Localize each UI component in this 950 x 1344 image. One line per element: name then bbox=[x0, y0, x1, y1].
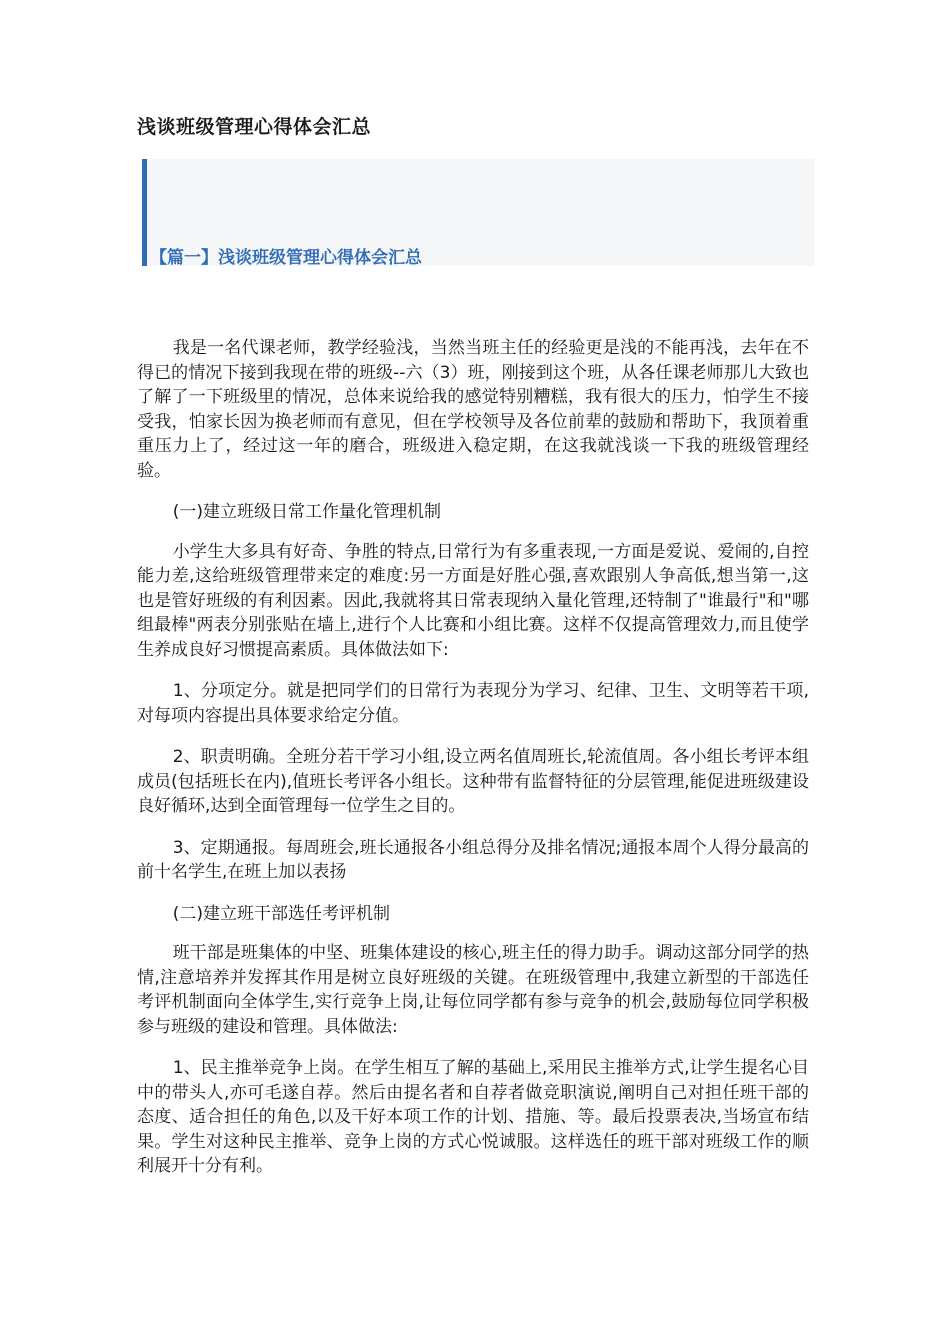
paragraph-item-duties: 2、职责明确。全班分若干学习小组,设立两名值周班长,轮流值周。各小组长考评本组成员(包括班长在内),值班长考评各小组长。这种带有监督特征的分层管理,能促进班级建设良好循环,达到全面管理每一位学生之目的。 bbox=[137, 747, 809, 816]
paragraph-intro: 我是一名代课老师，教学经验浅，当然当班主任的经验更是浅的不能再浅，去年在不得已的情况下接到我现在带的班级--六（3）班，刚接到这个班，从各任课老师那儿大致也了解了一下班级里的情况，总体来说给我的感觉特别糟糕，我有很大的压力，怕学生不接受我，怕家长因为换老师而有意见，但在学校领导及各位前辈的鼓励和帮助下，我顶着重重压力上了，经过这一年的磨合，班级进入稳定期，在这我就浅谈一下我的班级管理经验。 bbox=[137, 338, 809, 481]
section-heading: 【篇一】浅谈班级管理心得体会汇总 bbox=[150, 248, 422, 268]
page-title: 浅谈班级管理心得体会汇总 bbox=[137, 116, 372, 138]
document-body bbox=[137, 336, 809, 1196]
subheading-quantified-management: (一)建立班级日常工作量化管理机制 bbox=[172, 502, 441, 522]
subheading-cadre-selection: (二)建立班干部选任考评机制 bbox=[172, 903, 390, 924]
paragraph-quantified-management: 小学生大多具有好奇、争胜的特点,日常行为有多重表现,一方面是爱说、爱闹的,自控能力差,这给班级管理带来定的难度:另一方面是好胜心强,喜欢跟别人争高低,想当第一,这也是管好班级的有利因素。因此,我就将其日常表现纳入量化管理,还特制了"谁最行"和"哪组最棒"两表分别张贴在墙上,进行个人比赛和小组比赛。这样不仅提高管理效力,而且使学生养成良好习惯提高素质。具体做法如下: bbox=[137, 541, 809, 660]
section-heading-box bbox=[142, 159, 814, 266]
paragraph-item-scoring: 1、分项定分。就是把同学们的日常行为表现分为学习、纪律、卫生、文明等若干项,对每项内容提出具体要求给定分值。 bbox=[137, 681, 809, 726]
paragraph-item-election: 1、民主推举竞争上岗。在学生相互了解的基础上,采用民主推举方式,让学生提名心目中的带头人,亦可毛遂自荐。然后由提名者和自荐者做竞职演说,阐明自己对担任班干部的态度、适合担任的角色,以及干好本项工作的计划、措施、等。最后投票表决,当场宣布结果。学生对这种民主推举、竞争上岗的方式心悦诚服。这样选任的班干部对班级工作的顺利展开十分有利。 bbox=[137, 1058, 809, 1176]
paragraph-cadre-selection: 班干部是班集体的中坚、班集体建设的核心,班主任的得力助手。调动这部分同学的热情,注意培养并发挥其作用是树立良好班级的关键。在班级管理中,我建立新型的干部选任考评机制面向全体学生,实行竞争上岗,让每位同学都有参与竞争的机会,鼓励每位同学积极参与班级的建设和管理。具体做法: bbox=[137, 943, 809, 1037]
paragraph-item-report: 3、定期通报。每周班会,班长通报各小组总得分及排名情况;通报本周个人得分最高的前十名学生,在班上加以表扬 bbox=[137, 837, 809, 882]
